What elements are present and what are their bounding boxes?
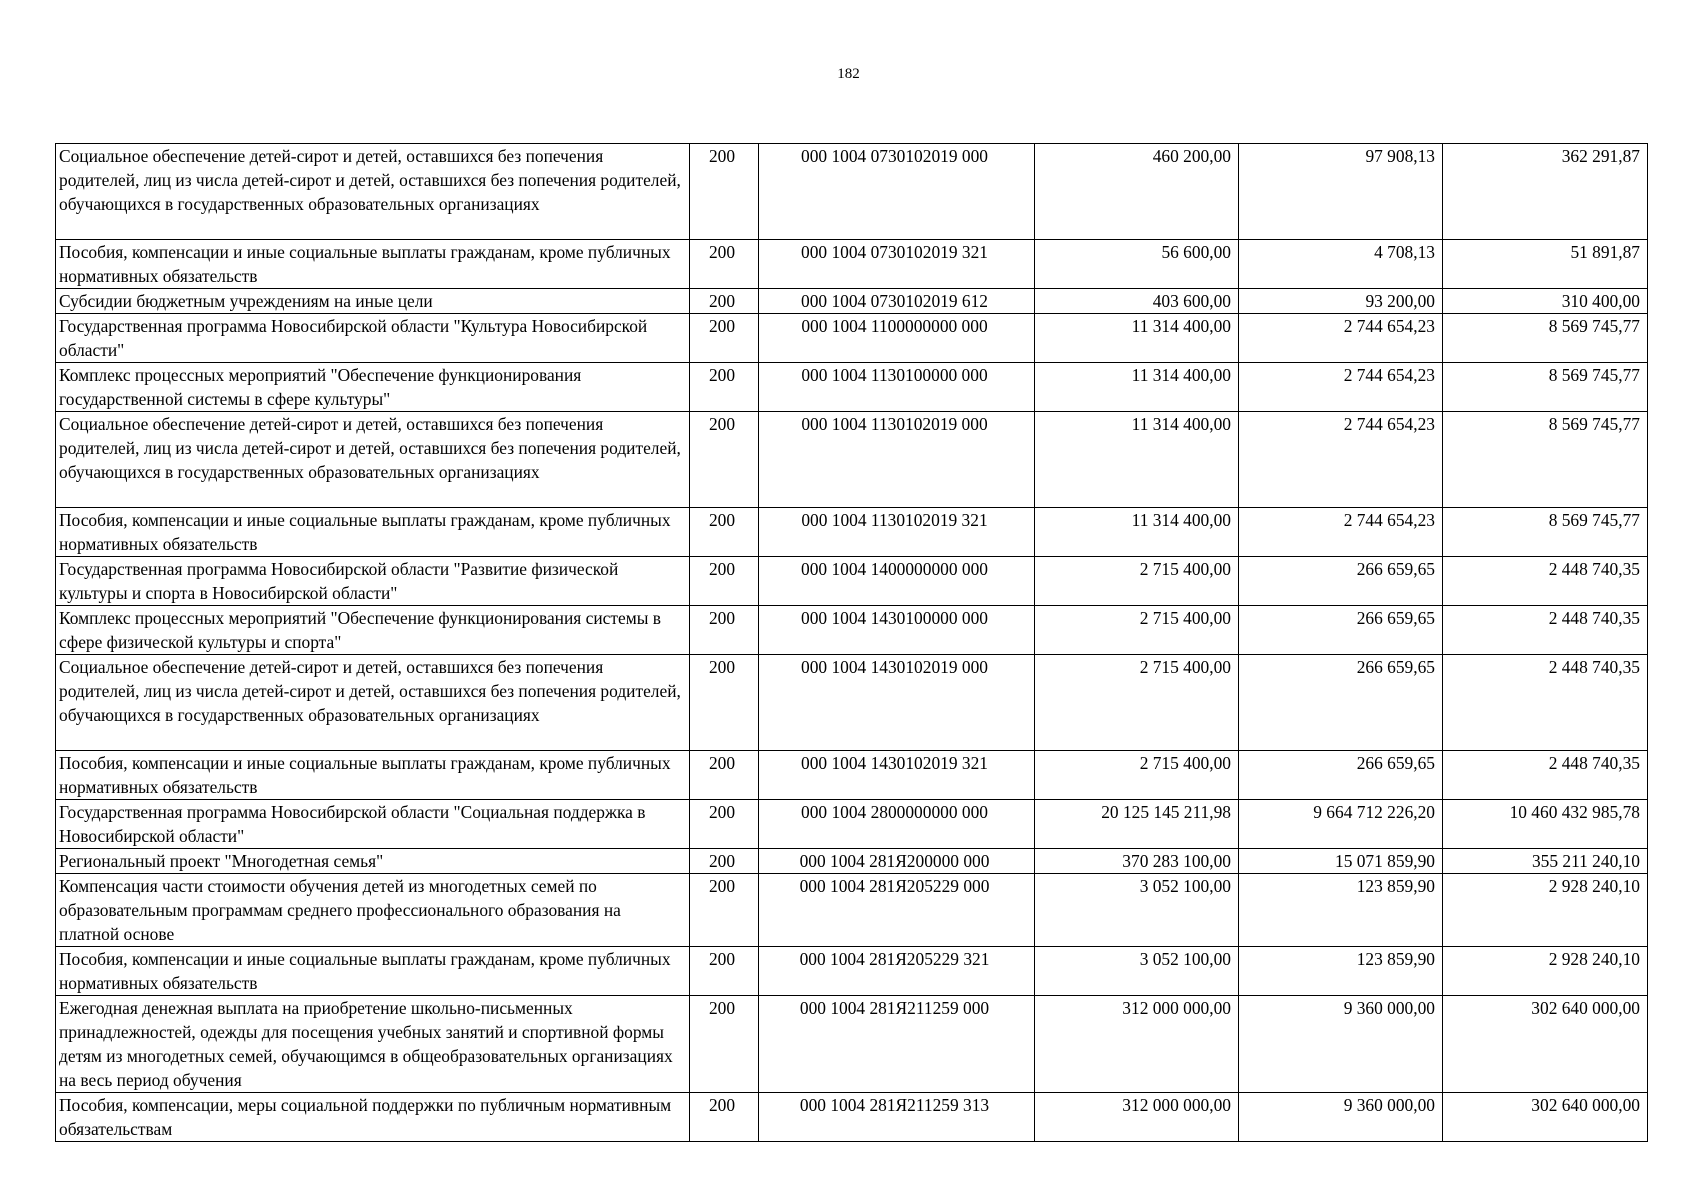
table-row — [56, 947, 1648, 996]
row-name-cell: Субсидии бюджетным учреждениям на иные цели — [56, 289, 690, 314]
row-name-cell: Государственная программа Новосибирской области "Социальная поддержка в Новосибирской области" — [56, 800, 690, 849]
row-remaining-cell: 2 448 740,35 — [1443, 655, 1648, 751]
table-row — [56, 412, 1648, 508]
row-executed-cell: 4 708,13 — [1239, 240, 1443, 289]
row-name-cell: Пособия, компенсации и иные социальные выплаты гражданам, кроме публичных нормативных обязательств — [56, 947, 690, 996]
row-executed-cell: 9 360 000,00 — [1239, 996, 1443, 1093]
row-remaining-cell: 8 569 745,77 — [1443, 363, 1648, 412]
budget-execution-table — [55, 143, 1648, 1142]
row-approved-cell: 370 283 100,00 — [1035, 849, 1239, 874]
table-row — [56, 655, 1648, 751]
table-row — [56, 849, 1648, 874]
row-kbk-cell: 000 1004 281Я205229 000 — [759, 874, 1035, 947]
row-executed-cell: 2 744 654,23 — [1239, 412, 1443, 508]
row-kbk-cell: 000 1004 281Я211259 000 — [759, 996, 1035, 1093]
row-kbk-cell: 000 1004 1130100000 000 — [759, 363, 1035, 412]
row-code-cell: 200 — [690, 947, 759, 996]
row-approved-cell: 3 052 100,00 — [1035, 874, 1239, 947]
row-executed-cell: 123 859,90 — [1239, 947, 1443, 996]
row-approved-cell: 403 600,00 — [1035, 289, 1239, 314]
row-name-cell: Комплекс процессных мероприятий "Обеспечение функционирования системы в сфере физической культуры и спорта" — [56, 606, 690, 655]
table-row — [56, 144, 1648, 240]
row-approved-cell: 56 600,00 — [1035, 240, 1239, 289]
row-kbk-cell: 000 1004 1430102019 321 — [759, 751, 1035, 800]
row-code-cell: 200 — [690, 655, 759, 751]
row-remaining-cell: 2 448 740,35 — [1443, 606, 1648, 655]
row-approved-cell: 20 125 145 211,98 — [1035, 800, 1239, 849]
table-row — [56, 289, 1648, 314]
row-kbk-cell: 000 1004 1130102019 321 — [759, 508, 1035, 557]
row-executed-cell: 2 744 654,23 — [1239, 314, 1443, 363]
row-approved-cell: 3 052 100,00 — [1035, 947, 1239, 996]
row-kbk-cell: 000 1004 0730102019 612 — [759, 289, 1035, 314]
row-code-cell: 200 — [690, 314, 759, 363]
table-row — [56, 557, 1648, 606]
row-approved-cell: 2 715 400,00 — [1035, 606, 1239, 655]
row-remaining-cell: 2 928 240,10 — [1443, 874, 1648, 947]
row-kbk-cell: 000 1004 1400000000 000 — [759, 557, 1035, 606]
row-approved-cell: 2 715 400,00 — [1035, 655, 1239, 751]
row-code-cell: 200 — [690, 240, 759, 289]
row-executed-cell: 266 659,65 — [1239, 557, 1443, 606]
row-approved-cell: 11 314 400,00 — [1035, 363, 1239, 412]
row-code-cell: 200 — [690, 996, 759, 1093]
row-code-cell: 200 — [690, 800, 759, 849]
row-name-cell: Пособия, компенсации, меры социальной поддержки по публичным нормативным обязательствам — [56, 1093, 690, 1142]
table-row — [56, 508, 1648, 557]
row-code-cell: 200 — [690, 849, 759, 874]
row-remaining-cell: 2 448 740,35 — [1443, 751, 1648, 800]
row-approved-cell: 11 314 400,00 — [1035, 412, 1239, 508]
table-row — [56, 363, 1648, 412]
row-executed-cell: 15 071 859,90 — [1239, 849, 1443, 874]
row-kbk-cell: 000 1004 1130102019 000 — [759, 412, 1035, 508]
table-row — [56, 606, 1648, 655]
row-name-cell: Региональный проект "Многодетная семья" — [56, 849, 690, 874]
row-code-cell: 200 — [690, 363, 759, 412]
row-name-cell: Ежегодная денежная выплата на приобретение школьно-письменных принадлежностей, одежды для посещения учебных занятий и спортивной формы детям из многодетных семей, обучающимся в общеобразовательных организациях на весь период обучения — [56, 996, 690, 1093]
row-executed-cell: 2 744 654,23 — [1239, 363, 1443, 412]
row-executed-cell: 2 744 654,23 — [1239, 508, 1443, 557]
row-name-cell: Пособия, компенсации и иные социальные выплаты гражданам, кроме публичных нормативных обязательств — [56, 508, 690, 557]
row-remaining-cell: 8 569 745,77 — [1443, 508, 1648, 557]
row-name-cell: Компенсация части стоимости обучения детей из многодетных семей по образовательным программам среднего профессионального образования на платной основе — [56, 874, 690, 947]
row-remaining-cell: 51 891,87 — [1443, 240, 1648, 289]
row-code-cell: 200 — [690, 557, 759, 606]
row-kbk-cell: 000 1004 281Я211259 313 — [759, 1093, 1035, 1142]
row-remaining-cell: 10 460 432 985,78 — [1443, 800, 1648, 849]
row-remaining-cell: 2 928 240,10 — [1443, 947, 1648, 996]
row-executed-cell: 266 659,65 — [1239, 751, 1443, 800]
row-code-cell: 200 — [690, 1093, 759, 1142]
row-remaining-cell: 310 400,00 — [1443, 289, 1648, 314]
row-remaining-cell: 362 291,87 — [1443, 144, 1648, 240]
row-remaining-cell: 302 640 000,00 — [1443, 996, 1648, 1093]
row-name-cell: Пособия, компенсации и иные социальные выплаты гражданам, кроме публичных нормативных обязательств — [56, 751, 690, 800]
row-executed-cell: 123 859,90 — [1239, 874, 1443, 947]
row-kbk-cell: 000 1004 1100000000 000 — [759, 314, 1035, 363]
row-executed-cell: 9 664 712 226,20 — [1239, 800, 1443, 849]
row-approved-cell: 460 200,00 — [1035, 144, 1239, 240]
row-code-cell: 200 — [690, 289, 759, 314]
table-row — [56, 996, 1648, 1093]
row-executed-cell: 266 659,65 — [1239, 655, 1443, 751]
row-code-cell: 200 — [690, 412, 759, 508]
row-name-cell: Социальное обеспечение детей-сирот и детей, оставшихся без попечения родителей, лиц из числа детей-сирот и детей, оставшихся без попечения родителей, обучающихся в государственных образовательных организациях — [56, 412, 690, 508]
row-kbk-cell: 000 1004 281Я200000 000 — [759, 849, 1035, 874]
row-approved-cell: 312 000 000,00 — [1035, 996, 1239, 1093]
row-code-cell: 200 — [690, 606, 759, 655]
row-remaining-cell: 8 569 745,77 — [1443, 314, 1648, 363]
row-executed-cell: 93 200,00 — [1239, 289, 1443, 314]
table-row — [56, 874, 1648, 947]
table-row — [56, 240, 1648, 289]
page-number: 182 — [837, 66, 860, 82]
row-kbk-cell: 000 1004 281Я205229 321 — [759, 947, 1035, 996]
row-code-cell: 200 — [690, 751, 759, 800]
row-approved-cell: 312 000 000,00 — [1035, 1093, 1239, 1142]
table-row — [56, 751, 1648, 800]
row-remaining-cell: 355 211 240,10 — [1443, 849, 1648, 874]
row-executed-cell: 266 659,65 — [1239, 606, 1443, 655]
row-kbk-cell: 000 1004 1430100000 000 — [759, 606, 1035, 655]
row-kbk-cell: 000 1004 1430102019 000 — [759, 655, 1035, 751]
row-name-cell: Социальное обеспечение детей-сирот и детей, оставшихся без попечения родителей, лиц из числа детей-сирот и детей, оставшихся без попечения родителей, обучающихся в государственных образовательных организациях — [56, 144, 690, 240]
row-executed-cell: 97 908,13 — [1239, 144, 1443, 240]
row-name-cell: Государственная программа Новосибирской области "Развитие физической культуры и спорта в Новосибирской области" — [56, 557, 690, 606]
row-approved-cell: 11 314 400,00 — [1035, 508, 1239, 557]
row-kbk-cell: 000 1004 0730102019 321 — [759, 240, 1035, 289]
row-remaining-cell: 8 569 745,77 — [1443, 412, 1648, 508]
table-row — [56, 1093, 1648, 1142]
row-remaining-cell: 302 640 000,00 — [1443, 1093, 1648, 1142]
row-code-cell: 200 — [690, 508, 759, 557]
row-name-cell: Комплекс процессных мероприятий "Обеспечение функционирования государственной системы в сфере культуры" — [56, 363, 690, 412]
row-name-cell: Государственная программа Новосибирской области "Культура Новосибирской области" — [56, 314, 690, 363]
table-row — [56, 314, 1648, 363]
table-row — [56, 800, 1648, 849]
row-approved-cell: 2 715 400,00 — [1035, 557, 1239, 606]
row-code-cell: 200 — [690, 144, 759, 240]
row-remaining-cell: 2 448 740,35 — [1443, 557, 1648, 606]
row-code-cell: 200 — [690, 874, 759, 947]
row-approved-cell: 2 715 400,00 — [1035, 751, 1239, 800]
row-kbk-cell: 000 1004 0730102019 000 — [759, 144, 1035, 240]
row-executed-cell: 9 360 000,00 — [1239, 1093, 1443, 1142]
row-kbk-cell: 000 1004 2800000000 000 — [759, 800, 1035, 849]
row-name-cell: Пособия, компенсации и иные социальные выплаты гражданам, кроме публичных нормативных обязательств — [56, 240, 690, 289]
row-name-cell: Социальное обеспечение детей-сирот и детей, оставшихся без попечения родителей, лиц из числа детей-сирот и детей, оставшихся без попечения родителей, обучающихся в государственных образовательных организациях — [56, 655, 690, 751]
row-approved-cell: 11 314 400,00 — [1035, 314, 1239, 363]
